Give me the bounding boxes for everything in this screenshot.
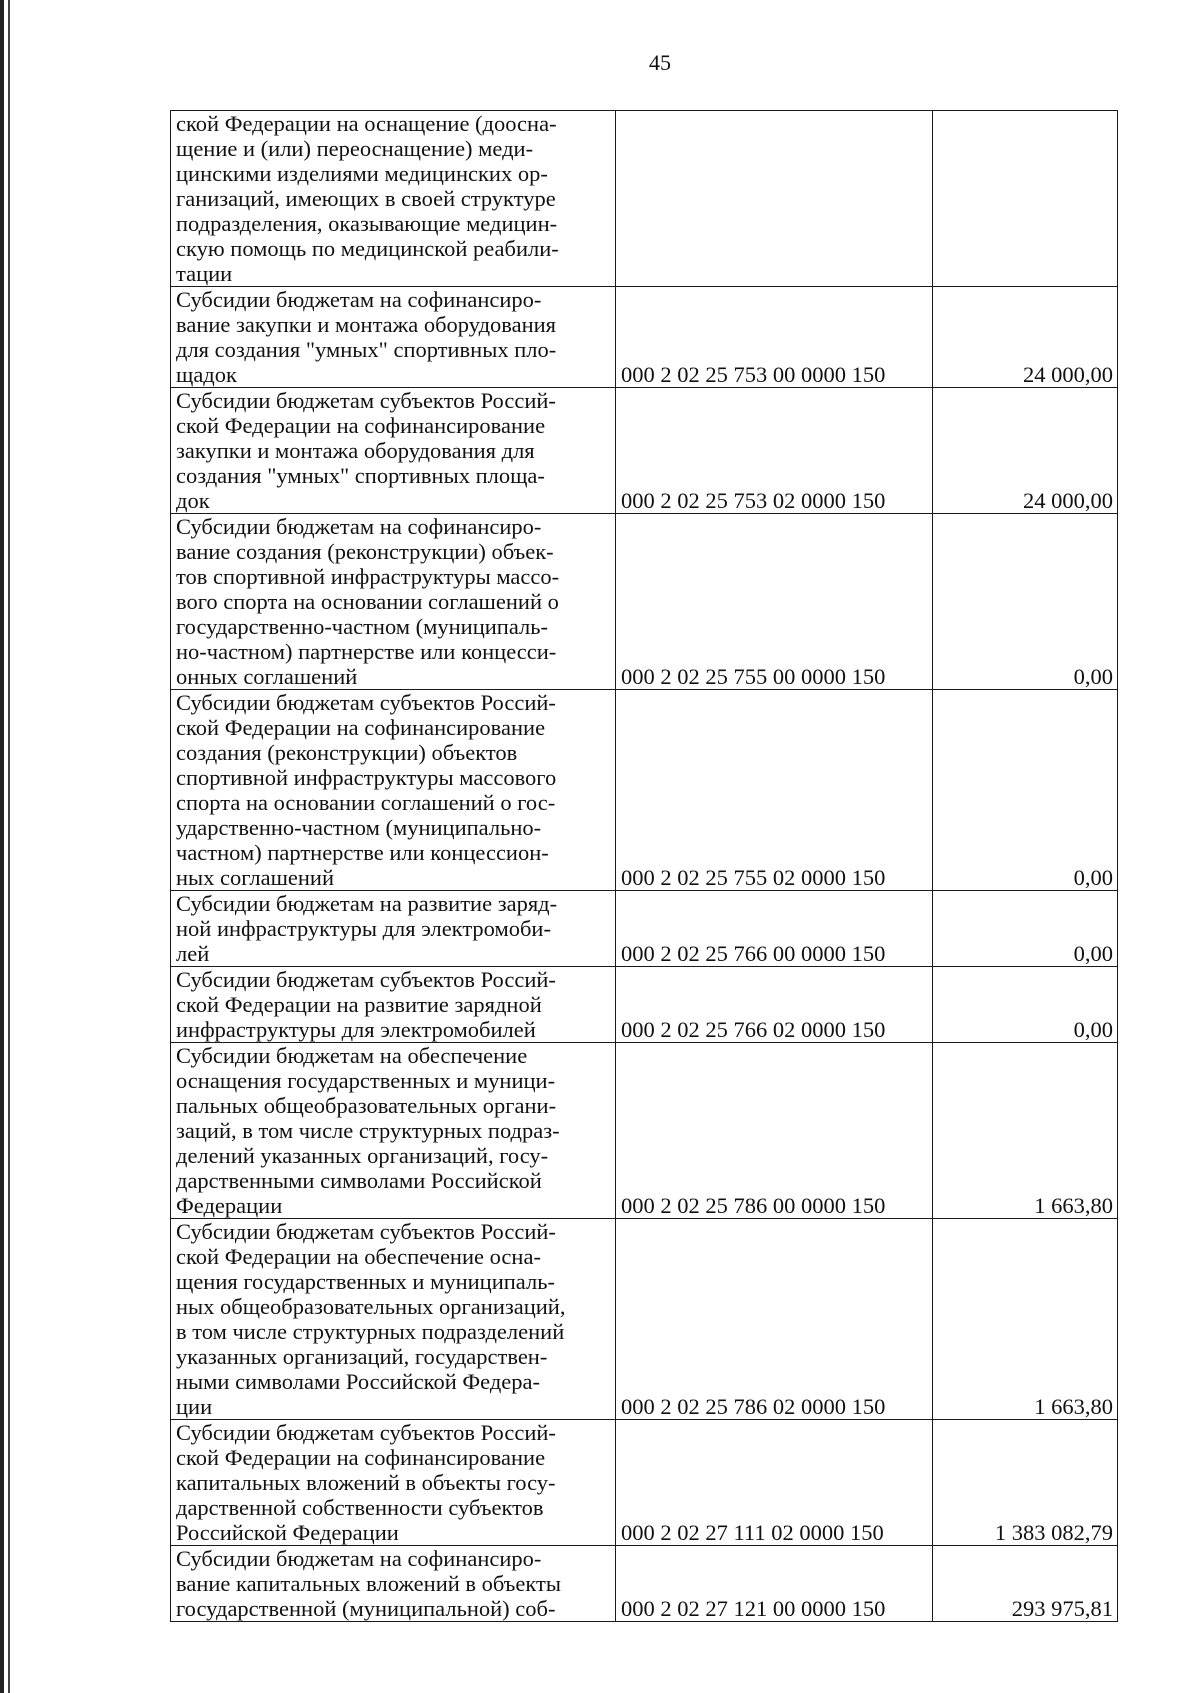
description-line: пальных общеобразовательных органи-: [176, 1093, 557, 1118]
description-line: онных соглашений: [176, 664, 358, 689]
description-line: ской Федерации на софинансирование: [176, 1445, 546, 1470]
description-line: Субсидии бюджетам субъектов Россий-: [176, 388, 556, 413]
description-line: ской Федерации на софинансирование: [176, 413, 546, 438]
description-line: скую помощь по медицинской реабили-: [176, 236, 559, 261]
row-budget-code: [616, 111, 933, 287]
row-amount: 1 663,80: [933, 1043, 1118, 1219]
description-line: инфраструктуры для электромобилей: [176, 1017, 536, 1042]
row-amount: [933, 111, 1118, 287]
row-amount: 293 975,81: [933, 1546, 1118, 1622]
description-line: вого спорта на основании соглашений о: [176, 589, 559, 614]
description-line: создания (реконструкции) объектов: [176, 740, 518, 765]
description-line: док: [176, 488, 210, 513]
row-amount: 0,00: [933, 514, 1118, 690]
row-description: [171, 1546, 616, 1622]
row-description: [171, 1043, 616, 1219]
description-line: цинскими изделиями медицинских ор-: [176, 161, 548, 186]
description-line: спортивной инфраструктуры массового: [176, 765, 557, 790]
table-row: [171, 1546, 1118, 1622]
row-amount: 24 000,00: [933, 388, 1118, 514]
description-line: щадок: [176, 362, 237, 387]
description-line: ганизаций, имеющих в своей структуре: [176, 186, 556, 211]
description-line: щения государственных и муниципаль-: [176, 1269, 555, 1294]
description-line: Субсидии бюджетам на софинансиро-: [176, 514, 542, 539]
row-description: [171, 1420, 616, 1546]
description-line: Субсидии бюджетам субъектов Россий-: [176, 1219, 556, 1244]
description-line: делений указанных организаций, госу-: [176, 1143, 549, 1168]
description-line: дарственной собственности субъектов: [176, 1495, 544, 1520]
description-line: Субсидии бюджетам субъектов Россий-: [176, 690, 556, 715]
row-budget-code: 000 2 02 25 786 00 0000 150: [616, 1043, 933, 1219]
description-line: ской Федерации на обеспечение осна-: [176, 1244, 541, 1269]
description-line: вание создания (реконструкции) объек-: [176, 539, 554, 564]
description-line: ской Федерации на оснащение (доосна-: [176, 111, 557, 136]
row-budget-code: 000 2 02 25 755 02 0000 150: [616, 690, 933, 891]
table-row: [171, 967, 1118, 1043]
page-number: 45: [649, 50, 671, 75]
table-row: [171, 1043, 1118, 1219]
description-line: заций, в том числе структурных подраз-: [176, 1118, 560, 1143]
description-line: тации: [176, 261, 233, 286]
description-line: подразделения, оказывающие медицин-: [176, 211, 558, 236]
row-budget-code: 000 2 02 25 766 00 0000 150: [616, 891, 933, 967]
binding-edge: [0, 0, 4, 1693]
row-budget-code: 000 2 02 25 753 00 0000 150: [616, 287, 933, 388]
table-row: [171, 388, 1118, 514]
table-row: [171, 1420, 1118, 1546]
description-line: ской Федерации на софинансирование: [176, 715, 546, 740]
description-line: в том числе структурных подразделений: [176, 1319, 565, 1344]
description-line: Субсидии бюджетам на софинансиро-: [176, 1546, 542, 1571]
table-body: [171, 111, 1118, 1622]
binding-edge-shadow: [8, 0, 10, 1693]
table-row: [171, 287, 1118, 388]
description-line: капитальных вложений в объекты госу-: [176, 1470, 556, 1495]
row-description: [171, 111, 616, 287]
table-row: [171, 111, 1118, 287]
row-budget-code: 000 2 02 25 755 00 0000 150: [616, 514, 933, 690]
table-row: [171, 891, 1118, 967]
description-line: Субсидии бюджетам на развитие заряд-: [176, 891, 558, 916]
description-line: Российской Федерации: [176, 1520, 399, 1545]
row-description: [171, 967, 616, 1043]
description-line: лей: [176, 941, 210, 966]
row-budget-code: 000 2 02 25 753 02 0000 150: [616, 388, 933, 514]
row-budget-code: 000 2 02 27 121 00 0000 150: [616, 1546, 933, 1622]
description-line: государственно-частном (муниципаль-: [176, 614, 549, 639]
description-line: закупки и монтажа оборудования для: [176, 438, 535, 463]
description-line: ных общеобразовательных организаций,: [176, 1294, 566, 1319]
description-line: ными символами Российской Федера-: [176, 1369, 541, 1394]
revenue-table: [170, 110, 1118, 1622]
description-line: но-частном) партнерстве или концесси-: [176, 639, 557, 664]
description-line: оснащения государственных и муници-: [176, 1068, 556, 1093]
description-line: ции: [176, 1394, 213, 1419]
description-line: для создания "умных" спортивных пло-: [176, 337, 557, 362]
description-line: Субсидии бюджетам субъектов Россий-: [176, 1420, 556, 1445]
description-line: спорта на основании соглашений о гос-: [176, 790, 556, 815]
row-amount: 0,00: [933, 967, 1118, 1043]
description-line: ной инфраструктуры для электромоби-: [176, 916, 551, 941]
description-line: тов спортивной инфраструктуры массо-: [176, 564, 560, 589]
row-budget-code: 000 2 02 25 786 02 0000 150: [616, 1219, 933, 1420]
row-description: [171, 690, 616, 891]
description-line: вание капитальных вложений в объекты: [176, 1571, 562, 1596]
description-line: вание закупки и монтажа оборудования: [176, 312, 557, 337]
row-amount: 24 000,00: [933, 287, 1118, 388]
description-line: ных соглашений: [176, 865, 335, 890]
row-description: [171, 388, 616, 514]
row-description: [171, 287, 616, 388]
description-line: Субсидии бюджетам на софинансиро-: [176, 287, 542, 312]
description-line: ской Федерации на развитие зарядной: [176, 992, 542, 1017]
row-amount: 0,00: [933, 891, 1118, 967]
description-line: щение и (или) переоснащение) меди-: [176, 136, 534, 161]
row-description: [171, 891, 616, 967]
row-budget-code: 000 2 02 27 111 02 0000 150: [616, 1420, 933, 1546]
row-budget-code: 000 2 02 25 766 02 0000 150: [616, 967, 933, 1043]
row-amount: 1 383 082,79: [933, 1420, 1118, 1546]
row-description: [171, 1219, 616, 1420]
description-line: государственной (муниципальной) соб-: [176, 1596, 556, 1621]
table-row: [171, 690, 1118, 891]
row-amount: 0,00: [933, 690, 1118, 891]
table-row: [171, 1219, 1118, 1420]
description-line: Субсидии бюджетам на обеспечение: [176, 1043, 528, 1068]
row-amount: 1 663,80: [933, 1219, 1118, 1420]
description-line: указанных организаций, государствен-: [176, 1344, 548, 1369]
description-line: создания "умных" спортивных площа-: [176, 463, 545, 488]
description-line: частном) партнерстве или концессион-: [176, 840, 549, 865]
row-description: [171, 514, 616, 690]
description-line: Субсидии бюджетам субъектов Россий-: [176, 967, 556, 992]
table-row: [171, 514, 1118, 690]
description-line: Федерации: [176, 1193, 283, 1218]
description-line: дарственными символами Российской: [176, 1168, 542, 1193]
description-line: ударственно-частном (муниципально-: [176, 815, 542, 840]
